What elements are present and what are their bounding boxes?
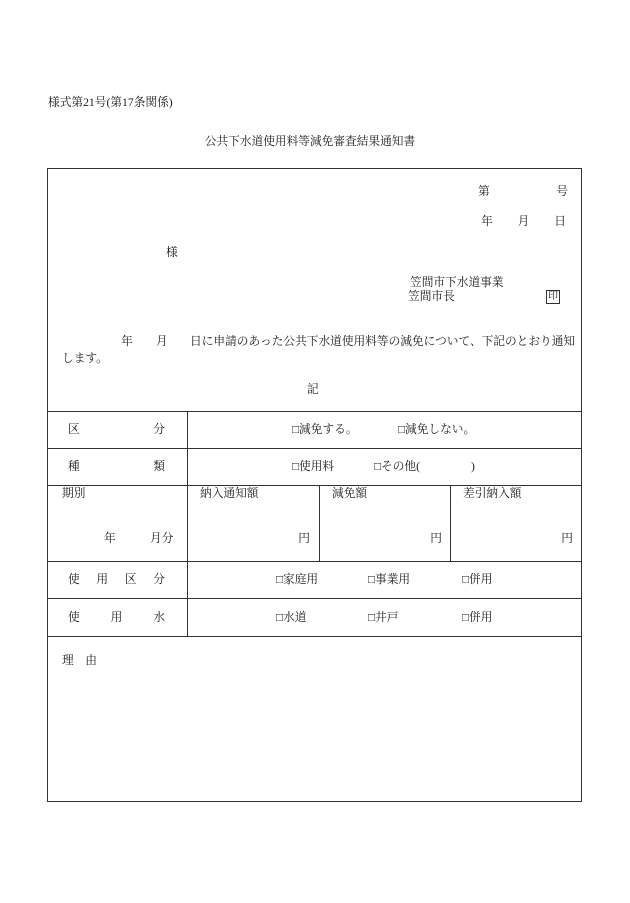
usage-category-label [68,573,165,587]
option-tap-water[interactable]: □水道 [276,610,307,624]
document-number [478,185,568,199]
usage-category-label-char: 分 [153,573,165,586]
notice-form-box [47,168,582,802]
table-row-classification [48,411,581,448]
document-number-char: 号 [556,185,568,198]
issue-date-char: 年 [481,215,493,228]
usage-category-label-char: 用 [96,573,109,586]
type-label-char: 種 [68,460,80,473]
reason-label [62,654,97,668]
reason-label-char: 由 [85,654,97,667]
billed-amount-unit: 円 [298,532,310,545]
water-source-label-char: 水 [153,610,165,624]
option-other-close-paren: ) [471,460,475,473]
notice-year-unit: 年 [121,335,133,348]
document-number-char: 第 [478,185,490,198]
issue-date [481,215,566,229]
table-row-reason [48,636,581,801]
notice-text-line1: 日に申請のあった公共下水道使用料等の減免について、下記のとおり通知 [190,335,576,348]
seal-icon: 印 [548,291,558,302]
water-source-label-char: 用 [110,610,123,624]
option-well[interactable]: □井戸 [368,610,399,624]
form-number: 様式第21号(第17条関係) [48,96,173,109]
period-label: 期別 [62,487,86,500]
reduction-amount-label: 減免額 [332,487,368,500]
table-row-water-source [48,598,581,636]
type-label-char: 類 [153,460,165,473]
issue-date-char: 月 [517,215,530,228]
classification-label [68,423,165,437]
option-usage-fee[interactable]: □使用料 [292,460,335,473]
option-not-exempt[interactable]: □減免しない。 [398,423,476,436]
water-source-label [68,611,165,625]
period-cell [48,486,188,561]
label-cell [48,562,188,598]
label-cell [48,412,188,448]
billed-amount-cell [188,486,320,561]
option-business[interactable]: □事業用 [368,573,411,586]
net-amount-label: 差引納入額 [463,487,522,500]
net-amount-unit: 円 [561,532,573,545]
notice-text-line2: します。 [62,352,108,365]
reason-label-char: 理 [62,654,74,667]
table-row-usage-category [48,561,581,598]
classification-label-char: 分 [153,423,165,436]
period-month-unit: 月分 [150,532,174,545]
water-source-label-char: 使 [68,610,80,624]
reduction-amount-cell [320,486,451,561]
option-household[interactable]: □家庭用 [276,573,319,586]
usage-category-label-char: 区 [124,573,137,586]
option-combined-source[interactable]: □併用 [462,610,493,624]
classification-label-char: 区 [68,423,80,436]
type-label [68,460,165,474]
usage-category-label-char: 使 [68,573,80,586]
issuer-organization: 笠間市下水道事業 [410,276,504,289]
option-exempt[interactable]: □減免する。 [292,423,358,436]
net-amount-cell [451,486,581,561]
option-other[interactable]: □その他( [374,460,421,473]
issue-date-char: 日 [554,215,566,228]
period-year-unit: 年 [104,532,116,545]
reduction-amount-unit: 円 [430,532,442,545]
table-row-type [48,448,581,485]
option-combined-use[interactable]: □併用 [462,573,493,586]
issuer-title: 笠間市長 [408,290,455,303]
addressee-suffix: 様 [166,246,178,259]
ki-heading: 記 [307,383,319,396]
notice-month-unit: 月 [156,335,168,348]
label-cell [48,599,188,636]
label-cell [48,449,188,485]
document-title: 公共下水道使用料等減免審査結果通知書 [204,135,416,148]
table-row-amounts [48,485,581,561]
billed-amount-label: 納入通知額 [200,487,259,500]
